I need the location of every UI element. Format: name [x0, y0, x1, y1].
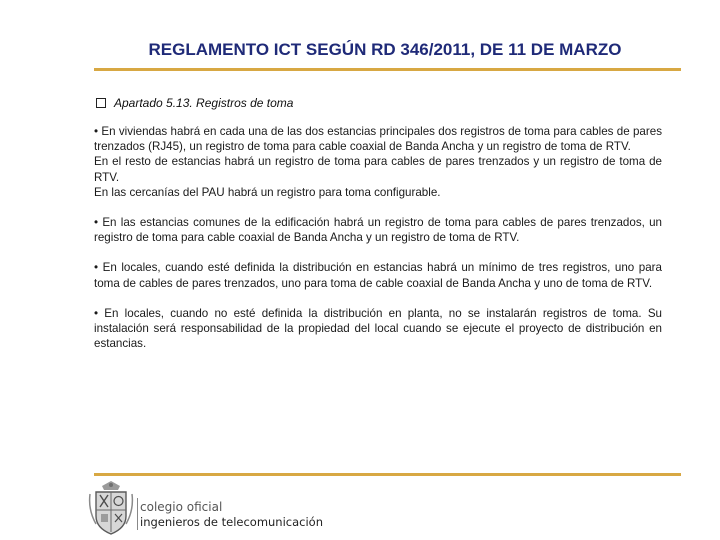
org-line-1: colegio oficial — [140, 500, 223, 514]
page-title: REGLAMENTO ICT SEGÚN RD 346/2011, DE 11 DE MARZO — [148, 40, 622, 59]
paragraph-estancias-comunes — [94, 215, 662, 245]
organization-name — [140, 500, 323, 530]
paragraph-line: En el resto de estancias habrá un registro de toma para cables de pares trenzados y un registro de toma de RTV. — [94, 155, 662, 184]
paragraph-line: En las cercanías del PAU habrá un registro para toma configurable. — [94, 185, 441, 199]
paragraph-locales-definida — [94, 260, 662, 290]
top-divider — [94, 68, 681, 71]
section-heading-text: Apartado 5.13. Registros de toma — [114, 96, 294, 110]
paragraph-line: • En locales, cuando no esté definida la distribución en planta, no se instalarán registros de toma. Su instalación será responsabilidad de la propiedad del local cuando se ejecute el proyecto de distribución en estancias. — [94, 306, 662, 351]
coat-of-arms-icon — [88, 480, 134, 536]
org-line-2: ingenieros de telecomunicación — [140, 515, 324, 529]
paragraph-locales-no-definida — [94, 306, 662, 352]
paragraph-viviendas — [94, 124, 662, 200]
section-heading — [96, 96, 293, 110]
paragraph-line: • En locales, cuando esté definida la distribución en estancias habrá un mínimo de tres registros, uno para toma de cables de pares trenzados, uno para toma de cable coaxial de Banda Ancha y uno de toma de RTV. — [94, 261, 662, 290]
paragraph-line: • En viviendas habrá en cada una de las dos estancias principales dos registros de toma para cables de pares trenzados (RJ45), un registro de toma para cable coaxial de Banda Ancha y un registro de toma de RTV. — [94, 125, 662, 154]
body-text — [94, 124, 662, 366]
bottom-divider — [94, 473, 681, 476]
checkbox-bullet-icon — [96, 98, 106, 108]
footer-separator — [137, 498, 138, 530]
paragraph-line: • En las estancias comunes de la edificación habrá un registro de toma para cables de pares trenzados, un registro de toma para cable coaxial de Banda Ancha y un registro de toma de RTV. — [94, 216, 662, 245]
